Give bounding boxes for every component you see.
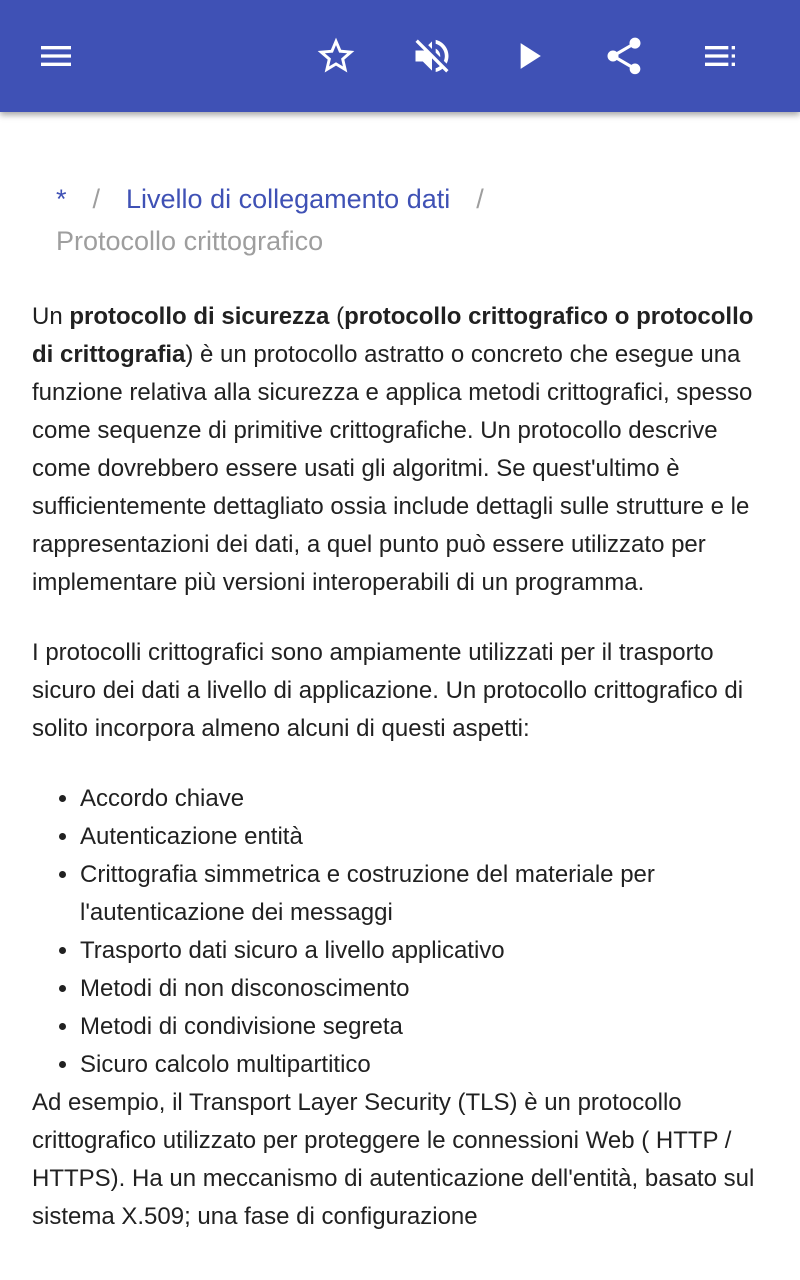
- share-icon: [602, 34, 646, 78]
- mute-button[interactable]: [404, 28, 460, 84]
- star-outline-icon: [314, 34, 358, 78]
- menu-button[interactable]: [28, 28, 84, 84]
- app-bar: [0, 0, 800, 112]
- breadcrumb-separator: /: [92, 184, 101, 214]
- list-item: • Crittografia simmetrica e costruzione del materiale per l'autenticazione dei messaggi: [80, 856, 772, 932]
- article-content: [0, 112, 800, 1280]
- paragraph-usage: I protocolli crittografici sono ampiamente utilizzati per il trasporto sicuro dei dati a livello di applicazione. Un protocollo crittografico di solito incorpora almeno alcuni di questi aspetti:: [32, 639, 744, 742]
- list-item: • Trasporto dati sicuro a livello applicativo: [80, 932, 772, 970]
- bold-term: protocollo crittografico o protocollo di crittografia: [32, 303, 754, 368]
- breadcrumb-home-link[interactable]: *: [56, 184, 67, 214]
- text-run: ) è un protocollo astratto o concreto che esegue una funzione relativa alla sicurezza e applica metodi crittografici, spesso come sequenze di primitive crittografiche. Un protocollo descrive come dovrebbero essere usati gli algoritmi. Se quest'ultimo è sufficientemente dettagliato ossia include dettagli sulle strutture e le rappresentazioni dei dati, a quel punto può essere utilizzato per implementare più versioni interoperabili di un programma.: [32, 341, 753, 596]
- table-of-contents-button[interactable]: [692, 28, 748, 84]
- breadcrumb-parent-link[interactable]: Livello di collegamento dati: [126, 184, 451, 214]
- list-item: • Accordo chiave: [80, 780, 772, 818]
- volume-off-icon: [410, 34, 454, 78]
- list-item: • Autenticazione entità: [80, 818, 772, 856]
- list-item: • Metodi di non disconoscimento: [80, 970, 772, 1008]
- aspects-list: [32, 780, 772, 1084]
- text-run: (: [329, 303, 345, 330]
- paragraph-example: Ad esempio, il Transport Layer Security (TLS) è un protocollo crittografico utilizzato per proteggere le connessioni Web ( HTTP / HTTPS). Ha un meccanismo di autenticazione dell'entità, basato sul sistema X.509; una fase di configurazione: [32, 1089, 755, 1230]
- breadcrumb-current: Protocollo crittografico: [56, 226, 324, 256]
- breadcrumb: [56, 178, 756, 262]
- list-item: • Metodi di condivisione segreta: [80, 1008, 772, 1046]
- paragraph-intro: [32, 298, 772, 602]
- article-body: [32, 298, 772, 1236]
- bold-term: protocollo di sicurezza: [69, 303, 330, 330]
- play-button[interactable]: [500, 28, 556, 84]
- bookmark-button[interactable]: [308, 28, 364, 84]
- share-button[interactable]: [596, 28, 652, 84]
- breadcrumb-separator: /: [476, 184, 484, 214]
- text-run: Un: [32, 303, 70, 330]
- play-icon: [506, 34, 550, 78]
- playlist-icon: [700, 36, 740, 76]
- list-item: • Sicuro calcolo multipartitico: [80, 1046, 772, 1084]
- menu-icon: [36, 36, 76, 76]
